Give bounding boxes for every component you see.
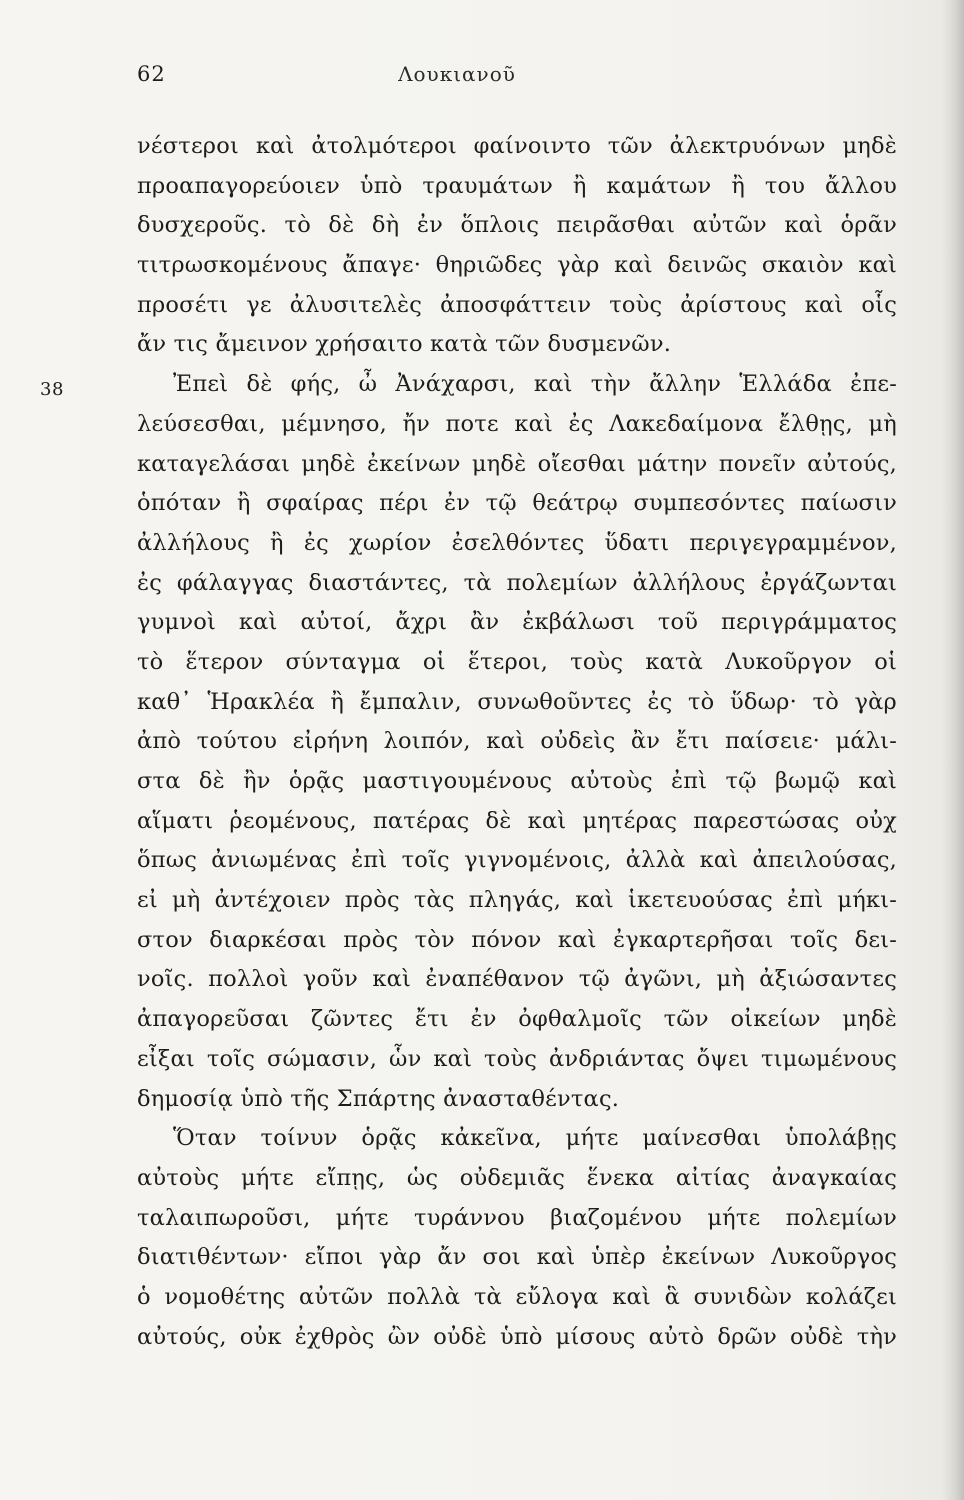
body-text [137,127,897,1357]
text-line: νέστεροι καὶ ἀτολμότεροι φαίνοιντο τῶν ἀλεκτρυόνων μηδὲ [137,133,897,159]
text-line: καταγελάσαι μηδὲ ἐκείνων μηδὲ οἴεσθαι μάτην πονεῖν αὐτούς, [137,450,897,477]
text-line: ἀλλήλους ἢ ἐς χωρίον ἐσελθόντες ὕδατι περιγεγραμμένον, [137,529,897,556]
text-line: ταλαιπωροῦσι, μήτε τυράννου βιαζομένου μήτε πολεμίων [137,1204,897,1231]
page-number: 62 [137,62,166,86]
text-line: τὸ ἕτερον σύνταγμα οἱ ἕτεροι, τοὺς κατὰ Λυκοῦργον οἱ [137,648,897,675]
text-line: εἰ μὴ ἀντέχοιεν πρὸς τὰς πληγάς, καὶ ἱκετευούσας ἐπὶ μήκι- [137,887,897,914]
text-line: προαπαγορεύοιεν ὑπὸ τραυμάτων ἢ καμάτων ἢ του ἄλλου [137,172,897,199]
text-line: ἀπαγορεῦσαι ζῶντες ἔτι ἐν ὀφθαλμοῖς τῶν οἰκείων μηδὲ [137,1006,897,1033]
text-line: Ἐπεὶ δὲ φής, ὦ Ἀνάχαρσι, καὶ τὴν ἄλλην Ἑλλάδα ἐπε- [173,371,897,398]
text-line: ἐς φάλαγγας διαστάντες, τὰ πολεμίων ἀλλήλους ἐργάζωνται [137,569,897,596]
section-number: 38 [40,379,64,400]
text-line: στα δὲ ἢν ὁρᾷς μαστιγουμένους αὐτοὺς ἐπὶ τῷ βωμῷ καὶ [137,768,897,794]
text-line: προσέτι γε ἀλυσιτελὲς ἀποσφάττειν τοὺς ἀρίστους καὶ οἷς [137,291,897,318]
page-edge-shadow [942,0,964,1500]
text-line: αὐτούς, οὐκ ἐχθρὸς ὢν οὐδὲ ὑπὸ μίσους αὐτὸ δρῶν οὐδὲ τὴν [137,1323,897,1350]
text-line: εἶξαι τοῖς σώμασιν, ὧν καὶ τοὺς ἀνδριάντας ὄψει τιμωμένους [137,1045,897,1072]
text-line: ὁ νομοθέτης αὐτῶν πολλὰ τὰ εὔλογα καὶ ἃ συνιδὼν κολάζει [137,1283,897,1310]
text-line: καθ᾽ Ἡρακλέα ἢ ἔμπαλιν, συνωθοῦντες ἐς τὸ ὕδωρ· τὸ γὰρ [137,688,897,715]
text-line: αὐτοὺς μήτε εἴπῃς, ὡς οὐδεμιᾶς ἕνεκα αἰτίας ἀναγκαίας [137,1164,897,1191]
page-header [137,62,897,96]
text-line: ὁπόταν ἢ σφαίρας πέρι ἐν τῷ θεάτρῳ συμπεσόντες παίωσιν [137,490,897,517]
text-line: ἄν τις ἄμεινον χρήσαιτο κατὰ τῶν δυσμενῶν. [137,331,672,358]
text-line: δυσχεροῦς. τὸ δὲ δὴ ἐν ὅπλοις πειρᾶσθαι αὐτῶν καὶ ὁρᾶν [137,212,897,239]
text-line: λεύσεσθαι, μέμνησο, ἤν ποτε καὶ ἐς Λακεδαίμονα ἔλθῃς, μὴ [137,410,897,437]
text-line: ὅπως ἀνιωμένας ἐπὶ τοῖς γιγνομένοις, ἀλλὰ καὶ ἀπειλούσας, [137,847,897,874]
text-line: στον διαρκέσαι πρὸς τὸν πόνον καὶ ἐγκαρτερῆσαι τοῖς δει- [137,926,897,953]
text-line: τιτρωσκομένους ἄπαγε· θηριῶδες γὰρ καὶ δεινῶς σκαιὸν καὶ [137,252,897,279]
text-line: Ὅταν τοίνυν ὁρᾷς κἀκεῖνα, μήτε μαίνεσθαι ὑπολάβῃς [173,1125,897,1152]
text-line: δημοσίᾳ ὑπὸ τῆς Σπάρτης ἀνασταθέντας. [137,1085,620,1112]
text-line: νοῖς. πολλοὶ γοῦν καὶ ἐναπέθανον τῷ ἀγῶνι, μὴ ἀξιώσαντες [137,966,897,993]
running-title: Λουκιανοῦ [398,62,516,86]
text-line: ἀπὸ τούτου εἰρήνη λοιπόν, καὶ οὐδεὶς ἂν ἔτι παίσειε· μάλι- [137,728,897,755]
text-line: γυμνοὶ καὶ αὐτοί, ἄχρι ἂν ἐκβάλωσι τοῦ περιγράμματος [137,609,897,636]
text-line: αἵματι ῥεομένους, πατέρας δὲ καὶ μητέρας παρεστώσας οὐχ [137,807,897,834]
text-line: διατιθέντων· εἴποι γὰρ ἄν σοι καὶ ὑπὲρ ἐκείνων Λυκοῦργος [137,1244,897,1271]
